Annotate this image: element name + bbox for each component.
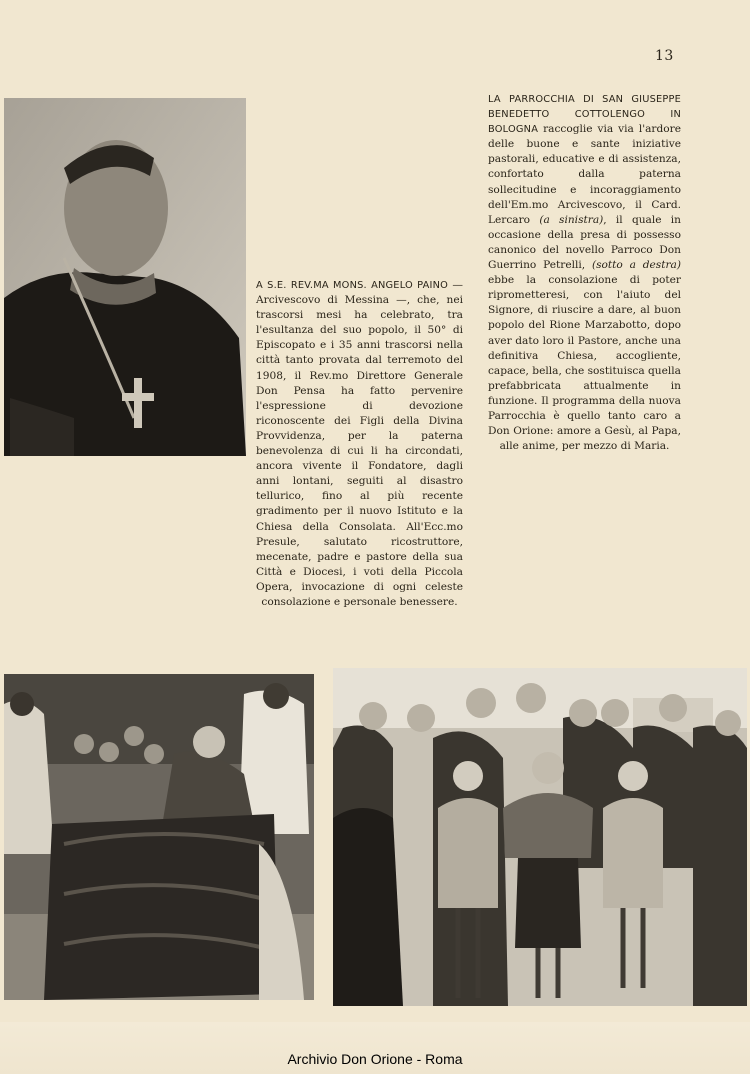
article-parrocchia-italic-2: (sotto a destra) [591, 259, 681, 272]
article-parrocchia-text-1: raccoglie via via l'ardore delle buone e sante iniziative pastorali, educative e di assistenza, confortato dalla paterna sollecitudine e incoraggiamento dell'Em.mo Arcivescovo, il Card. Lercaro [488, 123, 681, 226]
article-parrocchia-italic-1: (a sinistra) [539, 213, 604, 226]
article-parrocchia-bologna [488, 92, 681, 454]
article-parrocchia-text-3: ebbe la consolazione di poter riprometteresi, con l'aiuto del Signore, di riuscire a dare, al buon popolo del Rione Marzabotto, dopo aver dato loro il Pastore, anche una definitiva Chiesa, accogliente, capace, bella, che sostituisca quella prefabbricata attualmente in funzione. Il programma della nuova Parrocchia è quello tanto caro a Don Orione: amore a Gesù, al Papa, alle anime, per mezzo di Maria. [488, 274, 681, 453]
page-number: 13 [655, 48, 674, 64]
ceremony-altar-photo [4, 674, 314, 1000]
article-paino-lead: A S.E. REV.MA MONS. ANGELO PAINO [256, 280, 449, 291]
archbishop-portrait-photo [4, 98, 246, 456]
article-mons-paino [256, 278, 463, 610]
archive-footer: Archivio Don Orione - Roma [287, 1051, 463, 1067]
parish-group-photo [333, 668, 747, 1006]
article-parrocchia-text-2: , il quale in occasione della presa di possesso canonico del novello Parroco Don Guerrino Petrelli, [488, 213, 681, 272]
article-paino-body: — Arcivescovo di Messina —, che, nei trascorsi mesi ha celebrato, tra l'esultanza del suo popolo, il 50° di Episcopato e i 35 anni trascorsi nella città tanto provata dal terremoto del 1908, il Rev.mo Direttore Generale Don Pensa ha fatto pervenire l'espressione di devozione riconoscente dei Figli della Divina Provvidenza, per la paterna benevolenza di cui li ha circondati, ancora vivente il Fondatore, dagli anni lontani, seguiti al disastro tellurico, fino al più recente gradimento per il nuovo Istituto e la Chiesa della Consolata. All'Ecc.mo Presule, salutato ricostruttore, mecenate, padre e pastore della sua Città e Diocesi, i voti della Piccola Opera, invocazione di ogni celeste consolazione e personale benessere. [256, 279, 463, 608]
article-parrocchia-lead: LA PARROCCHIA DI SAN GIUSEPPE BENEDETTO COTTOLENGO IN BOLOGNA [488, 94, 681, 136]
